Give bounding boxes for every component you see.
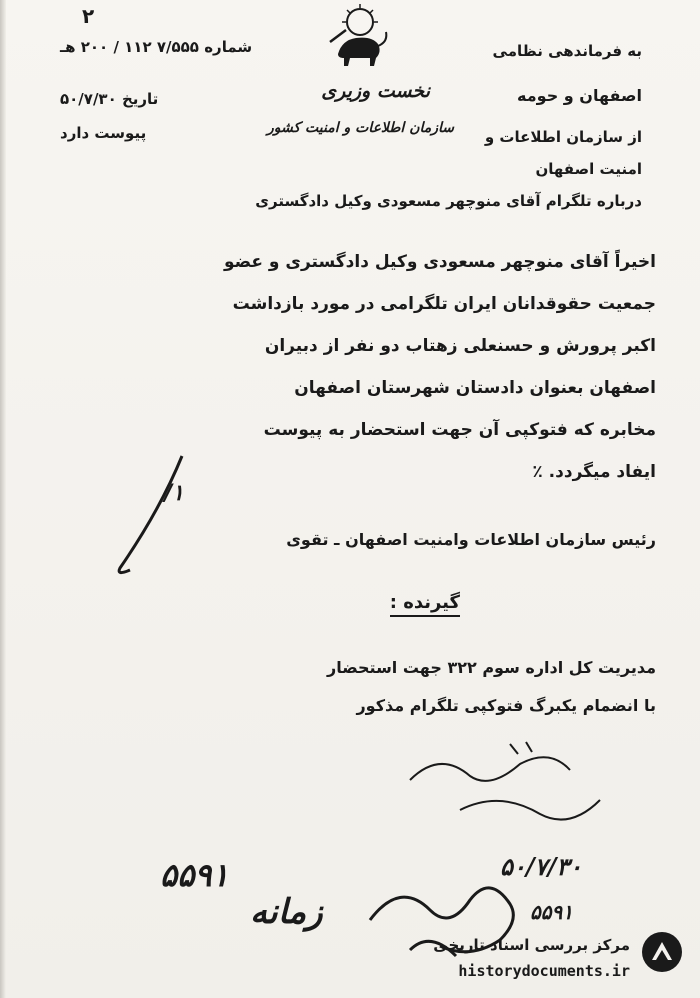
body-line-4: اصفهان بعنوان دادستان شهرستان اصفهان — [294, 378, 656, 398]
margin-stroke — [90, 450, 230, 590]
header-line-4: امنیت اصفهان — [535, 160, 642, 178]
subject-line: درباره تلگرام آقای منوچهر مسعودی وکیل دادگستری — [255, 192, 642, 210]
body-line-5: مخابره که فتوکپی آن جهت استحضار به پیوست — [263, 420, 656, 440]
body-line-6: ایفاد میگردد. ٪ — [532, 462, 656, 482]
reference-number-value: ۷/۵۵۵ ۱۱۲ / ۲۰۰ هـ — [60, 38, 199, 56]
handwritten-number-note: ۵۵۹۱ — [530, 900, 573, 924]
lion-and-sun-emblem — [316, 2, 396, 72]
body-line-2: جمعیت حقوقدانان ایران تلگرامی در مورد بازداشت — [232, 294, 656, 314]
header-line-2-handwritten: نخست وزیری — [321, 80, 430, 102]
body-line-3: اکبر پرورش و حسنعلی زهتاب دو نفر از دبیران — [264, 336, 656, 356]
page-number: ۲ — [82, 4, 95, 28]
reference-attachment-value: دارد — [60, 124, 90, 142]
page-edge — [0, 0, 6, 998]
recipient-line-2: با انضمام یکبرگ فتوکپی تلگرام مذکور — [356, 696, 656, 715]
reference-attachment-label: پیوست — [94, 124, 147, 142]
header-line-3-handwritten: سازمان اطلاعات و امنیت کشور — [267, 120, 454, 136]
header-line-1: به فرماندهی نظامی — [492, 42, 642, 60]
header-line-3: از سازمان اطلاعات و — [484, 128, 642, 146]
recipients-heading-text: گیرنده : — [390, 592, 460, 617]
margin-mark: ۱/ — [164, 480, 184, 506]
archive-logo-icon — [640, 930, 684, 974]
signature-block: رئیس سازمان اطلاعات وامنیت اصفهان ـ تقوی — [286, 530, 656, 549]
header-line-2: اصفهان و حومه — [517, 86, 642, 105]
watermark-org-name: مرکز بررسی اسناد تاریخی — [433, 936, 630, 954]
reference-date-value: ۵۰/۷/۳۰ — [60, 90, 117, 108]
handwritten-date-note: ۵۰/۷/۳۰ — [500, 852, 582, 881]
reference-date — [60, 90, 158, 108]
handwritten-initials — [400, 740, 620, 840]
handwritten-file-number: ۵۵۹۱ — [160, 856, 229, 894]
reference-date-label: تاریخ — [121, 90, 159, 108]
reference-number — [60, 38, 252, 56]
body-line-1: اخیراً آقای منوچهر مسعودی وکیل دادگستری و عضو — [223, 252, 656, 272]
recipients-heading — [390, 592, 460, 613]
handwritten-name-note: زمانه — [250, 892, 323, 932]
reference-number-label: شماره — [204, 38, 253, 56]
recipient-line-1: مدیریت کل اداره سوم ۳۲۲ جهت استحضار — [327, 658, 656, 677]
watermark-url[interactable]: historydocuments.ir — [458, 962, 630, 980]
reference-attachment — [60, 124, 146, 142]
